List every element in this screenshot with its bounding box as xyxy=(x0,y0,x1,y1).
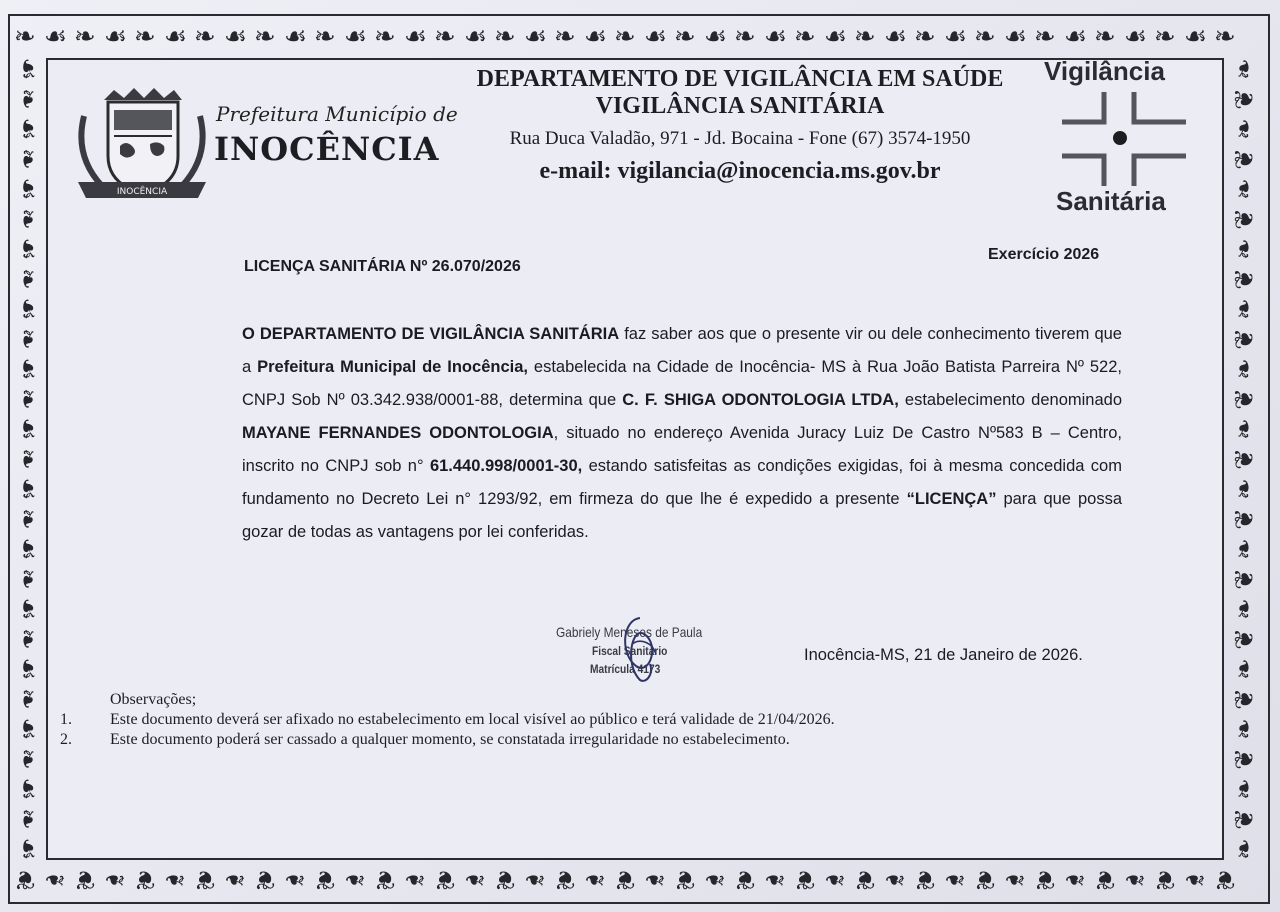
border-ornament-icon: ❧ xyxy=(1229,118,1260,140)
border-ornament-icon: ☙ xyxy=(12,657,43,681)
border-ornament-icon: ❧ xyxy=(134,22,156,52)
border-ornament-icon: ❧ xyxy=(1094,22,1116,52)
border-ornament-icon: ❧ xyxy=(884,864,906,894)
logo-bottom-text: Sanitária xyxy=(1056,186,1166,216)
logo-top-text: Vigilância xyxy=(1044,56,1165,86)
border-ornament-icon: ❦ xyxy=(914,864,936,894)
municipal-crest-icon xyxy=(74,86,210,208)
border-ornament-icon: ☙ xyxy=(12,837,43,861)
border-ornament-icon: ☙ xyxy=(12,177,43,201)
border-ornament-icon: ❦ xyxy=(1229,628,1260,650)
border-ornament-icon: ❧ xyxy=(11,628,42,650)
border-ornament-icon: ❧ xyxy=(11,328,42,350)
border-ornament-icon: ❧ xyxy=(794,22,816,52)
border-ornament-icon: ☙ xyxy=(12,117,43,141)
border-ornament-icon: ☙ xyxy=(164,22,188,52)
border-ornament-icon: ☙ xyxy=(464,22,488,52)
body-company: C. F. SHIGA ODONTOLOGIA LTDA, xyxy=(622,391,899,409)
border-ornament-icon: ❧ xyxy=(74,22,96,52)
border-ornament-icon: ☙ xyxy=(12,297,43,321)
border-ornament-icon: ☙ xyxy=(1124,22,1148,52)
body-department: O DEPARTAMENTO DE VIGILÂNCIA SANITÁRIA xyxy=(242,325,620,343)
border-ornament-icon: ❧ xyxy=(974,22,996,52)
signer-registration: Matrícula 4173 xyxy=(590,662,661,676)
border-ornament-icon: ❦ xyxy=(1229,148,1260,170)
border-ornament-icon: ☙ xyxy=(884,22,908,52)
border-ornament-icon: ☙ xyxy=(224,22,248,52)
license-title: LICENÇA SANITÁRIA Nº 26.070/2026 xyxy=(244,258,521,275)
letterhead xyxy=(450,66,1030,186)
border-ornament-icon: ❦ xyxy=(434,864,456,894)
border-ornament-icon: ☙ xyxy=(1184,22,1208,52)
border-ornament-icon: ☙ xyxy=(284,22,308,52)
crest-ribbon-text: INOCÊNCIA xyxy=(116,187,168,197)
border-ornament-icon: ❧ xyxy=(404,864,426,894)
border-ornament-icon: ❦ xyxy=(1229,208,1260,230)
border-ornament-icon: ☙ xyxy=(12,237,43,261)
border-ornament-icon: ❧ xyxy=(644,864,666,894)
department-title: DEPARTAMENTO DE VIGILÂNCIA EM SAÚDE xyxy=(476,66,1004,92)
border-ornament-icon: ❦ xyxy=(1229,748,1260,770)
border-ornament-icon: ❦ xyxy=(1229,568,1260,590)
border-ornament-icon: ❧ xyxy=(44,864,66,894)
division-title: VIGILÂNCIA SANITÁRIA xyxy=(595,93,885,119)
border-ornament-icon: ❧ xyxy=(914,22,936,52)
border-ornament-icon: ❧ xyxy=(1229,358,1260,380)
border-ornament-icon: ❧ xyxy=(554,22,576,52)
border-ornament-icon: ❧ xyxy=(1229,58,1260,80)
border-ornament-icon: ❧ xyxy=(1229,478,1260,500)
border-ornament-icon: ☙ xyxy=(12,417,43,441)
observations xyxy=(60,690,1060,750)
border-ornament-icon: ☙ xyxy=(1064,22,1088,52)
body-prefeitura: Prefeitura Municipal de Inocência, xyxy=(257,358,528,376)
border-ornament-icon: ❧ xyxy=(464,864,486,894)
license-body xyxy=(242,318,1122,549)
email-line: e-mail: vigilancia@inocencia.ms.gov.br xyxy=(539,158,941,184)
border-ornament-icon: ❦ xyxy=(1229,448,1260,470)
border-ornament-icon: ❦ xyxy=(134,864,156,894)
border-ornament-icon: ❦ xyxy=(494,864,516,894)
border-ornament-icon: ❧ xyxy=(1214,22,1236,52)
border-ornament-icon: ❧ xyxy=(1229,778,1260,800)
border-ornament-icon: ☙ xyxy=(12,777,43,801)
border-ornament-icon: ❦ xyxy=(1229,328,1260,350)
border-ornament-icon: ☙ xyxy=(404,22,428,52)
border-ornament-icon: ❧ xyxy=(224,864,246,894)
border-ornament-icon: ☙ xyxy=(344,22,368,52)
observation-text: Este documento deverá ser afixado no estabelecimento em local visível ao público e terá validade de 21/04/2026. xyxy=(110,711,835,728)
border-ornament-icon: ☙ xyxy=(704,22,728,52)
border-ornament-icon: ❦ xyxy=(674,864,696,894)
border-ornament-icon: ❧ xyxy=(1229,538,1260,560)
border-ornament-icon: ❧ xyxy=(1004,864,1026,894)
border-ornament-icon: ❦ xyxy=(374,864,396,894)
border-ornament-icon: ❧ xyxy=(434,22,456,52)
border-ornament-icon: ❧ xyxy=(254,22,276,52)
body-text-5: estando satisfeitas as condições exigidas, foi à mesma concedida com fundamento no Decreto Lei n° 1293/92, em firmeza do que lhe é expedido a presente xyxy=(242,457,1122,508)
exercise-year: Exercício 2026 xyxy=(988,246,1100,263)
border-ornament-icon: ❧ xyxy=(14,22,36,52)
observation-number: 2. xyxy=(60,731,72,748)
border-ornament-icon: ❦ xyxy=(614,864,636,894)
border-ornament-icon: ❦ xyxy=(1094,864,1116,894)
border-ornament-icon: ❧ xyxy=(1229,178,1260,200)
border-ornament-icon: ❧ xyxy=(11,388,42,410)
border-ornament-icon: ☙ xyxy=(1004,22,1028,52)
border-ornament-icon: ❧ xyxy=(314,22,336,52)
border-ornament-icon: ❧ xyxy=(494,22,516,52)
border-ornament-icon: ❧ xyxy=(1229,598,1260,620)
border-ornament-icon: ☙ xyxy=(764,22,788,52)
border-ornament-icon: ❧ xyxy=(11,148,42,170)
border-ornament-icon: ☙ xyxy=(524,22,548,52)
border-ornament-icon: ❦ xyxy=(314,864,336,894)
border-ornament-icon: ❦ xyxy=(1229,388,1260,410)
border-ornament-icon: ❧ xyxy=(11,448,42,470)
border-ornament-icon: ❧ xyxy=(824,864,846,894)
border-ornament-icon: ❧ xyxy=(764,864,786,894)
border-ornament-icon: ❦ xyxy=(794,864,816,894)
border-ornament-icon: ❧ xyxy=(11,208,42,230)
handwritten-signature-icon xyxy=(610,614,670,688)
border-ornament-icon: ❦ xyxy=(194,864,216,894)
border-ornament-icon: ❧ xyxy=(194,22,216,52)
border-ornament-icon: ❧ xyxy=(524,864,546,894)
observation-number: 1. xyxy=(60,711,72,728)
body-text-3: estabelecimento denominado xyxy=(898,391,1122,409)
border-ornament-icon: ❦ xyxy=(1034,864,1056,894)
observation-item xyxy=(60,730,1060,750)
border-ornament-icon: ❦ xyxy=(974,864,996,894)
border-ornament-icon: ❧ xyxy=(944,864,966,894)
border-ornament-icon: ❦ xyxy=(734,864,756,894)
body-text-4: , situado no endereço Avenida Juracy Luiz De Castro Nº583 B – Centro, inscrito no CNPJ sob n° xyxy=(242,424,1122,475)
body-text-2: estabelecida na Cidade de Inocência- MS à Rua João Batista Parreira Nº 522, CNPJ Sob Nº 03.342.938/0001-88, determina que xyxy=(242,358,1122,409)
border-ornament-icon: ❧ xyxy=(11,808,42,830)
border-ornament-icon: ❧ xyxy=(614,22,636,52)
border-ornament-icon: ❧ xyxy=(1229,298,1260,320)
border-ornament-icon: ☙ xyxy=(44,22,68,52)
border-ornament-icon: ❧ xyxy=(584,864,606,894)
observation-text: Este documento poderá ser cassado a qualquer momento, se constatada irregularidade no estabelecimento. xyxy=(110,731,790,748)
border-ornament-icon: ❦ xyxy=(1214,864,1236,894)
border-ornament-icon: ❧ xyxy=(374,22,396,52)
border-ornament-icon: ❧ xyxy=(164,864,186,894)
prefeitura-label: Prefeitura Município de xyxy=(216,102,458,126)
border-ornament-icon: ❦ xyxy=(1229,268,1260,290)
border-ornament-icon: ❧ xyxy=(1064,864,1086,894)
border-ornament-icon: ☙ xyxy=(644,22,668,52)
border-ornament-icon: ❦ xyxy=(254,864,276,894)
border-ornament-icon: ❧ xyxy=(1034,22,1056,52)
signer-role: Fiscal Sanitário xyxy=(592,644,668,658)
border-ornament-icon: ☙ xyxy=(12,597,43,621)
observations-heading: Observações; xyxy=(110,691,197,708)
vigilancia-sanitaria-logo xyxy=(1040,56,1210,226)
body-cnpj: 61.440.998/0001-30, xyxy=(429,457,583,475)
border-ornament-icon: ☙ xyxy=(12,57,43,81)
border-ornament-icon: ☙ xyxy=(12,357,43,381)
border-ornament-icon: ☙ xyxy=(584,22,608,52)
border-ornament-icon: ❧ xyxy=(344,864,366,894)
border-ornament-icon: ☙ xyxy=(944,22,968,52)
border-ornament-icon: ❧ xyxy=(674,22,696,52)
border-ornament-icon: ❧ xyxy=(1184,864,1206,894)
border-ornament-icon: ❧ xyxy=(104,864,126,894)
body-establishment: MAYANE FERNANDES ODONTOLOGIA xyxy=(242,424,554,442)
border-ornament-icon: ❦ xyxy=(854,864,876,894)
body-text-1: faz saber aos que o presente vir ou dele conhecimento tiverem que a xyxy=(242,325,1122,376)
border-ornament-icon: ❦ xyxy=(1229,508,1260,530)
border-ornament-icon: ❧ xyxy=(11,688,42,710)
border-ornament-icon: ❧ xyxy=(1229,418,1260,440)
border-ornament-icon: ❧ xyxy=(1154,22,1176,52)
observation-item xyxy=(60,710,1060,730)
body-licenca: “LICENÇA” xyxy=(906,490,997,508)
border-ornament-icon: ❧ xyxy=(11,88,42,110)
border-ornament-icon: ☙ xyxy=(12,477,43,501)
border-ornament-icon: ❦ xyxy=(554,864,576,894)
border-ornament-icon: ❧ xyxy=(1229,658,1260,680)
border-ornament-icon: ❧ xyxy=(11,508,42,530)
border-ornament-icon: ❧ xyxy=(734,22,756,52)
border-ornament-icon: ❦ xyxy=(74,864,96,894)
border-ornament-icon: ☙ xyxy=(12,537,43,561)
place-date: Inocência-MS, 21 de Janeiro de 2026. xyxy=(804,646,1083,664)
border-ornament-icon: ❦ xyxy=(1154,864,1176,894)
border-ornament-icon: ❧ xyxy=(11,748,42,770)
signer-name: Gabriely Meneses de Paula xyxy=(556,624,703,640)
city-name: INOCÊNCIA xyxy=(214,130,440,168)
border-ornament-icon: ☙ xyxy=(104,22,128,52)
border-ornament-icon: ❧ xyxy=(11,568,42,590)
border-ornament-icon: ❧ xyxy=(1229,718,1260,740)
border-ornament-icon: ❧ xyxy=(704,864,726,894)
border-ornament-icon: ❧ xyxy=(1229,238,1260,260)
border-ornament-icon: ❧ xyxy=(1124,864,1146,894)
cross-emblem-icon xyxy=(1054,92,1194,186)
border-ornament-icon: ❧ xyxy=(284,864,306,894)
border-ornament-icon: ❧ xyxy=(1229,838,1260,860)
body-text-6: para que possa gozar de todas as vantagens por lei conferidas. xyxy=(242,490,1123,541)
address-line: Rua Duca Valadão, 971 - Jd. Bocaina - Fone (67) 3574-1950 xyxy=(509,128,971,149)
border-ornament-icon: ❧ xyxy=(854,22,876,52)
border-ornament-icon: ❦ xyxy=(1229,88,1260,110)
border-ornament-icon: ❦ xyxy=(1229,808,1260,830)
border-ornament-icon: ❧ xyxy=(11,268,42,290)
border-ornament-icon: ❦ xyxy=(14,864,36,894)
signature-stamp xyxy=(540,620,730,690)
border-ornament-icon: ☙ xyxy=(12,717,43,741)
border-ornament-icon: ☙ xyxy=(824,22,848,52)
border-ornament-icon: ❦ xyxy=(1229,688,1260,710)
